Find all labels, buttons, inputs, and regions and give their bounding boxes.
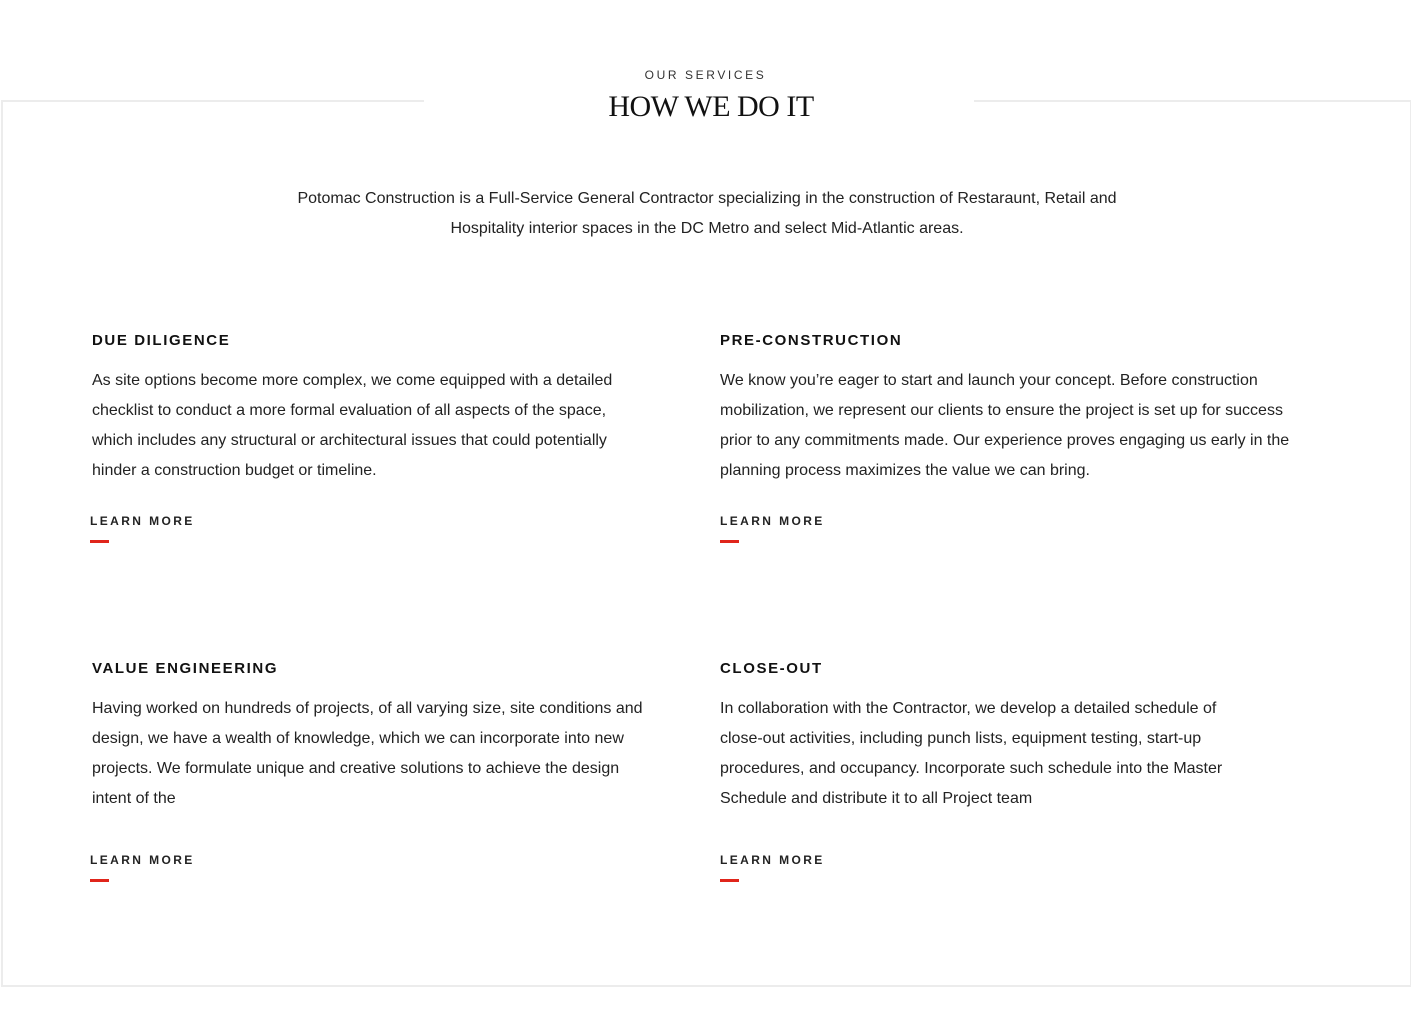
section-title: HOW WE DO IT bbox=[608, 90, 814, 123]
service-description: We know you’re eager to start and launch your concept. Before construction mobilization, we represent our clients to ensure the project is set up for success prior to any commitments made. Our experience proves engaging us early in the planning process maximizes the value we can bring. bbox=[720, 372, 1290, 479]
service-close-out bbox=[720, 660, 1300, 867]
service-pre-construction bbox=[720, 332, 1300, 528]
service-value-engineering bbox=[90, 660, 672, 867]
service-due-diligence bbox=[90, 332, 672, 528]
learn-more-underline bbox=[90, 879, 109, 882]
service-description: Having worked on hundreds of projects, of all varying size, site conditions and design, we have a wealth of knowledge, which we can incorporate into new projects. We formulate unique and creative solutions to achieve the design intent of the bbox=[92, 700, 643, 807]
service-description: In collaboration with the Contractor, we develop a detailed schedule of close-out activities, including punch lists, equipment testing, start-up procedures, and occupancy. Incorporate such schedule into the Master Schedule and distribute it to all Project team bbox=[720, 700, 1223, 807]
learn-more-link[interactable]: LEARN MORE bbox=[720, 853, 825, 867]
learn-more-link[interactable]: LEARN MORE bbox=[90, 853, 195, 867]
section-intro: Potomac Construction is a Full-Service General Contractor specializing in the construction of Restaraunt, Retail and Hospitality interior spaces in the DC Metro and select Mid-Atlantic areas. bbox=[297, 190, 1117, 237]
service-title: VALUE ENGINEERING bbox=[92, 660, 279, 677]
section-eyebrow: OUR SERVICES bbox=[644, 68, 767, 82]
learn-more-underline bbox=[720, 879, 739, 882]
service-title: DUE DILIGENCE bbox=[92, 332, 231, 349]
service-title: CLOSE-OUT bbox=[720, 660, 823, 677]
learn-more-underline bbox=[720, 540, 739, 543]
service-description: As site options become more complex, we come equipped with a detailed checklist to conduct a more formal evaluation of all aspects of the space, which includes any structural or architectural issues that could potentially hinder a construction budget or timeline. bbox=[92, 372, 613, 479]
learn-more-link[interactable]: LEARN MORE bbox=[720, 514, 825, 528]
service-title: PRE-CONSTRUCTION bbox=[720, 332, 903, 349]
learn-more-link[interactable]: LEARN MORE bbox=[90, 514, 195, 528]
learn-more-underline bbox=[90, 540, 109, 543]
